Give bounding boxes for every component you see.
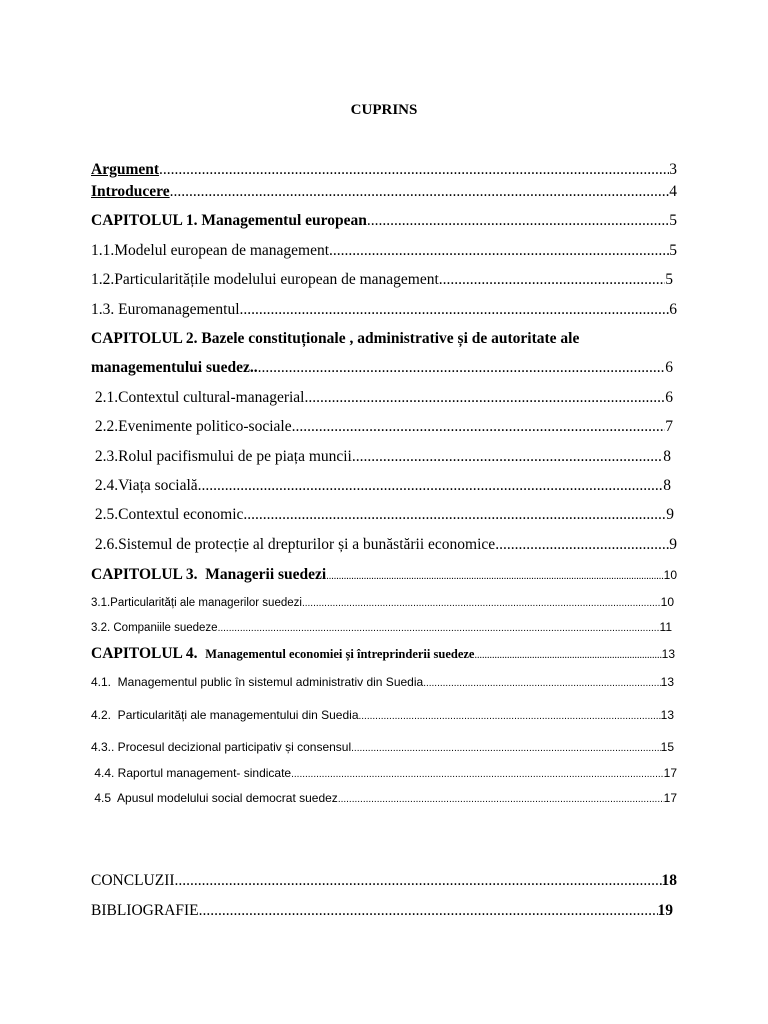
- toc-entry-label: 4.2. Particularități ale managementului din Suedia: [91, 708, 359, 722]
- toc-entry-4-1: [91, 675, 674, 689]
- toc-entry-label: 3.2. Companiile suedeze: [91, 622, 218, 634]
- dot-leader: [302, 598, 661, 609]
- toc-page-number: 6: [665, 359, 673, 376]
- toc-page-number: 11: [659, 620, 672, 634]
- toc-entry-label: 2.4.Viața socială: [91, 477, 198, 494]
- toc-entry-chapter-4: [91, 645, 675, 663]
- toc-entry-2-1: [91, 389, 673, 407]
- toc-entry-3-2: [91, 620, 672, 634]
- toc-entry-label: 2.2.Evenimente politico-sociale: [91, 418, 292, 435]
- dot-leader: [439, 271, 665, 289]
- toc-entry-label: Managementul economiei și întreprinderii suedeze: [205, 647, 475, 661]
- toc-page-number: 10: [660, 595, 674, 609]
- toc-entry-1-3: [91, 301, 677, 319]
- toc-entry-label: Introducere: [91, 183, 170, 200]
- toc-page-number: 13: [660, 708, 674, 722]
- dot-leader: [199, 902, 658, 920]
- dot-leader: [170, 183, 670, 201]
- toc-entry-label: 1.3. Euromanagementul: [91, 301, 240, 318]
- dot-leader: [159, 161, 669, 179]
- toc-entry-2-3: [91, 448, 671, 466]
- toc-entry-4-5: [91, 791, 677, 805]
- toc-page-number: 8: [663, 448, 671, 465]
- toc-page-number: 5: [669, 242, 677, 259]
- toc-page-number: 13: [661, 647, 675, 661]
- dot-leader: [351, 743, 661, 754]
- toc-page-number: 3: [669, 161, 677, 178]
- toc-entry-label: 4.4. Raportul management- sindicate: [91, 766, 292, 780]
- toc-entry-label: CAPITOLUL 2. Bazele constituționale , administrative și de autoritate ale: [91, 330, 580, 347]
- toc-page-number: 7: [665, 418, 673, 435]
- toc-entry-label-prefix: CAPITOLUL 4.: [91, 645, 206, 662]
- toc-entry-label: 4.3.. Procesul decizional participativ și consensul: [91, 740, 352, 754]
- toc-page-number: 5: [669, 212, 677, 229]
- toc-entry-chapter-1: [91, 212, 677, 230]
- toc-entry-chapter-3: [91, 566, 677, 584]
- dot-leader: [338, 794, 664, 805]
- toc-entry-label: 1.2.Particularitățile modelului european de management: [91, 271, 439, 288]
- dot-leader: [292, 418, 666, 436]
- dot-leader: [240, 301, 670, 319]
- toc-page-number: 9: [669, 536, 677, 553]
- toc-page-number: 10: [663, 568, 677, 582]
- toc-page-number: 9: [666, 506, 674, 523]
- toc-entry-chapter-2-line-1: [91, 330, 677, 348]
- toc-entry-label: CAPITOLUL 3. Managerii suedezi: [91, 566, 327, 583]
- toc-page-number: 15: [660, 740, 674, 754]
- dot-leader: [243, 506, 666, 524]
- dot-leader: [423, 678, 660, 689]
- dot-leader: [218, 623, 660, 634]
- toc-entry-label: 1.1.Modelul european de management: [91, 242, 330, 259]
- dot-leader: [367, 212, 669, 230]
- dot-leader: [258, 359, 666, 377]
- dot-leader: [291, 769, 664, 780]
- toc-entry-label: 4.5 Apusul modelului social democrat suedez: [91, 791, 338, 805]
- toc-page-number: 6: [669, 301, 677, 318]
- dot-leader: [329, 242, 669, 260]
- toc-entry-label: 3.1.Particularități ale managerilor suedezi: [91, 597, 302, 609]
- toc-entry-label: 4.1. Managementul public în sistemul administrativ din Suedia: [91, 675, 424, 689]
- toc-entry-label: CAPITOLUL 1. Managementul european: [91, 212, 367, 229]
- page-title: CUPRINS: [350, 102, 418, 118]
- toc-entry-label: BIBLIOGRAFIE: [91, 902, 199, 919]
- toc-entry-label: managementului suedez..: [91, 359, 258, 376]
- toc-entry-argument: [91, 161, 677, 179]
- toc-entry-4-3: [91, 740, 674, 754]
- toc-entry-1-2: [91, 271, 673, 289]
- dot-leader: [495, 536, 669, 554]
- dot-leader: [326, 571, 663, 582]
- toc-page-number: 4: [669, 183, 677, 200]
- dot-leader: [305, 389, 666, 407]
- dot-leader: [359, 711, 661, 722]
- toc-entry-2-6: [91, 536, 677, 554]
- toc-page-number: 18: [661, 872, 677, 889]
- toc-entry-introducere: [91, 183, 677, 201]
- toc-page-number: 19: [657, 902, 673, 919]
- toc-entry-concluzii: [91, 872, 677, 890]
- toc-page-number: 13: [660, 675, 674, 689]
- toc-entry-label: 2.3.Rolul pacifismului de pe piața muncii: [91, 448, 352, 465]
- toc-page-number: 17: [663, 791, 677, 805]
- toc-entry-2-4: [91, 477, 671, 495]
- toc-entry-2-5: [91, 506, 674, 524]
- toc-entry-label: 2.5.Contextul economic: [91, 506, 244, 523]
- toc-entry-bibliografie: [91, 902, 673, 920]
- toc-entry-4-2: [91, 708, 674, 722]
- toc-entry-2-2: [91, 418, 673, 436]
- toc-page-number: 6: [665, 389, 673, 406]
- toc-entry-3-1: [91, 595, 674, 609]
- dot-leader: [175, 872, 662, 890]
- dot-leader: [474, 650, 661, 661]
- toc-page-number: 8: [663, 477, 671, 494]
- toc-entry-label: 2.1.Contextul cultural-managerial: [91, 389, 305, 406]
- toc-entry-1-1: [91, 242, 677, 260]
- toc-entry-label: 2.6.Sistemul de protecție al drepturilor și a bunăstării economice: [91, 536, 496, 553]
- toc-entry-4-4: [91, 766, 677, 780]
- toc-entry-label: CONCLUZII: [91, 872, 175, 889]
- toc-page-number: 5: [665, 271, 673, 288]
- dot-leader: [198, 477, 664, 495]
- toc-entry-chapter-2-line-2: [91, 359, 673, 377]
- toc-entry-label: Argument: [91, 161, 160, 178]
- dot-leader: [352, 448, 663, 466]
- toc-page-number: 17: [663, 766, 677, 780]
